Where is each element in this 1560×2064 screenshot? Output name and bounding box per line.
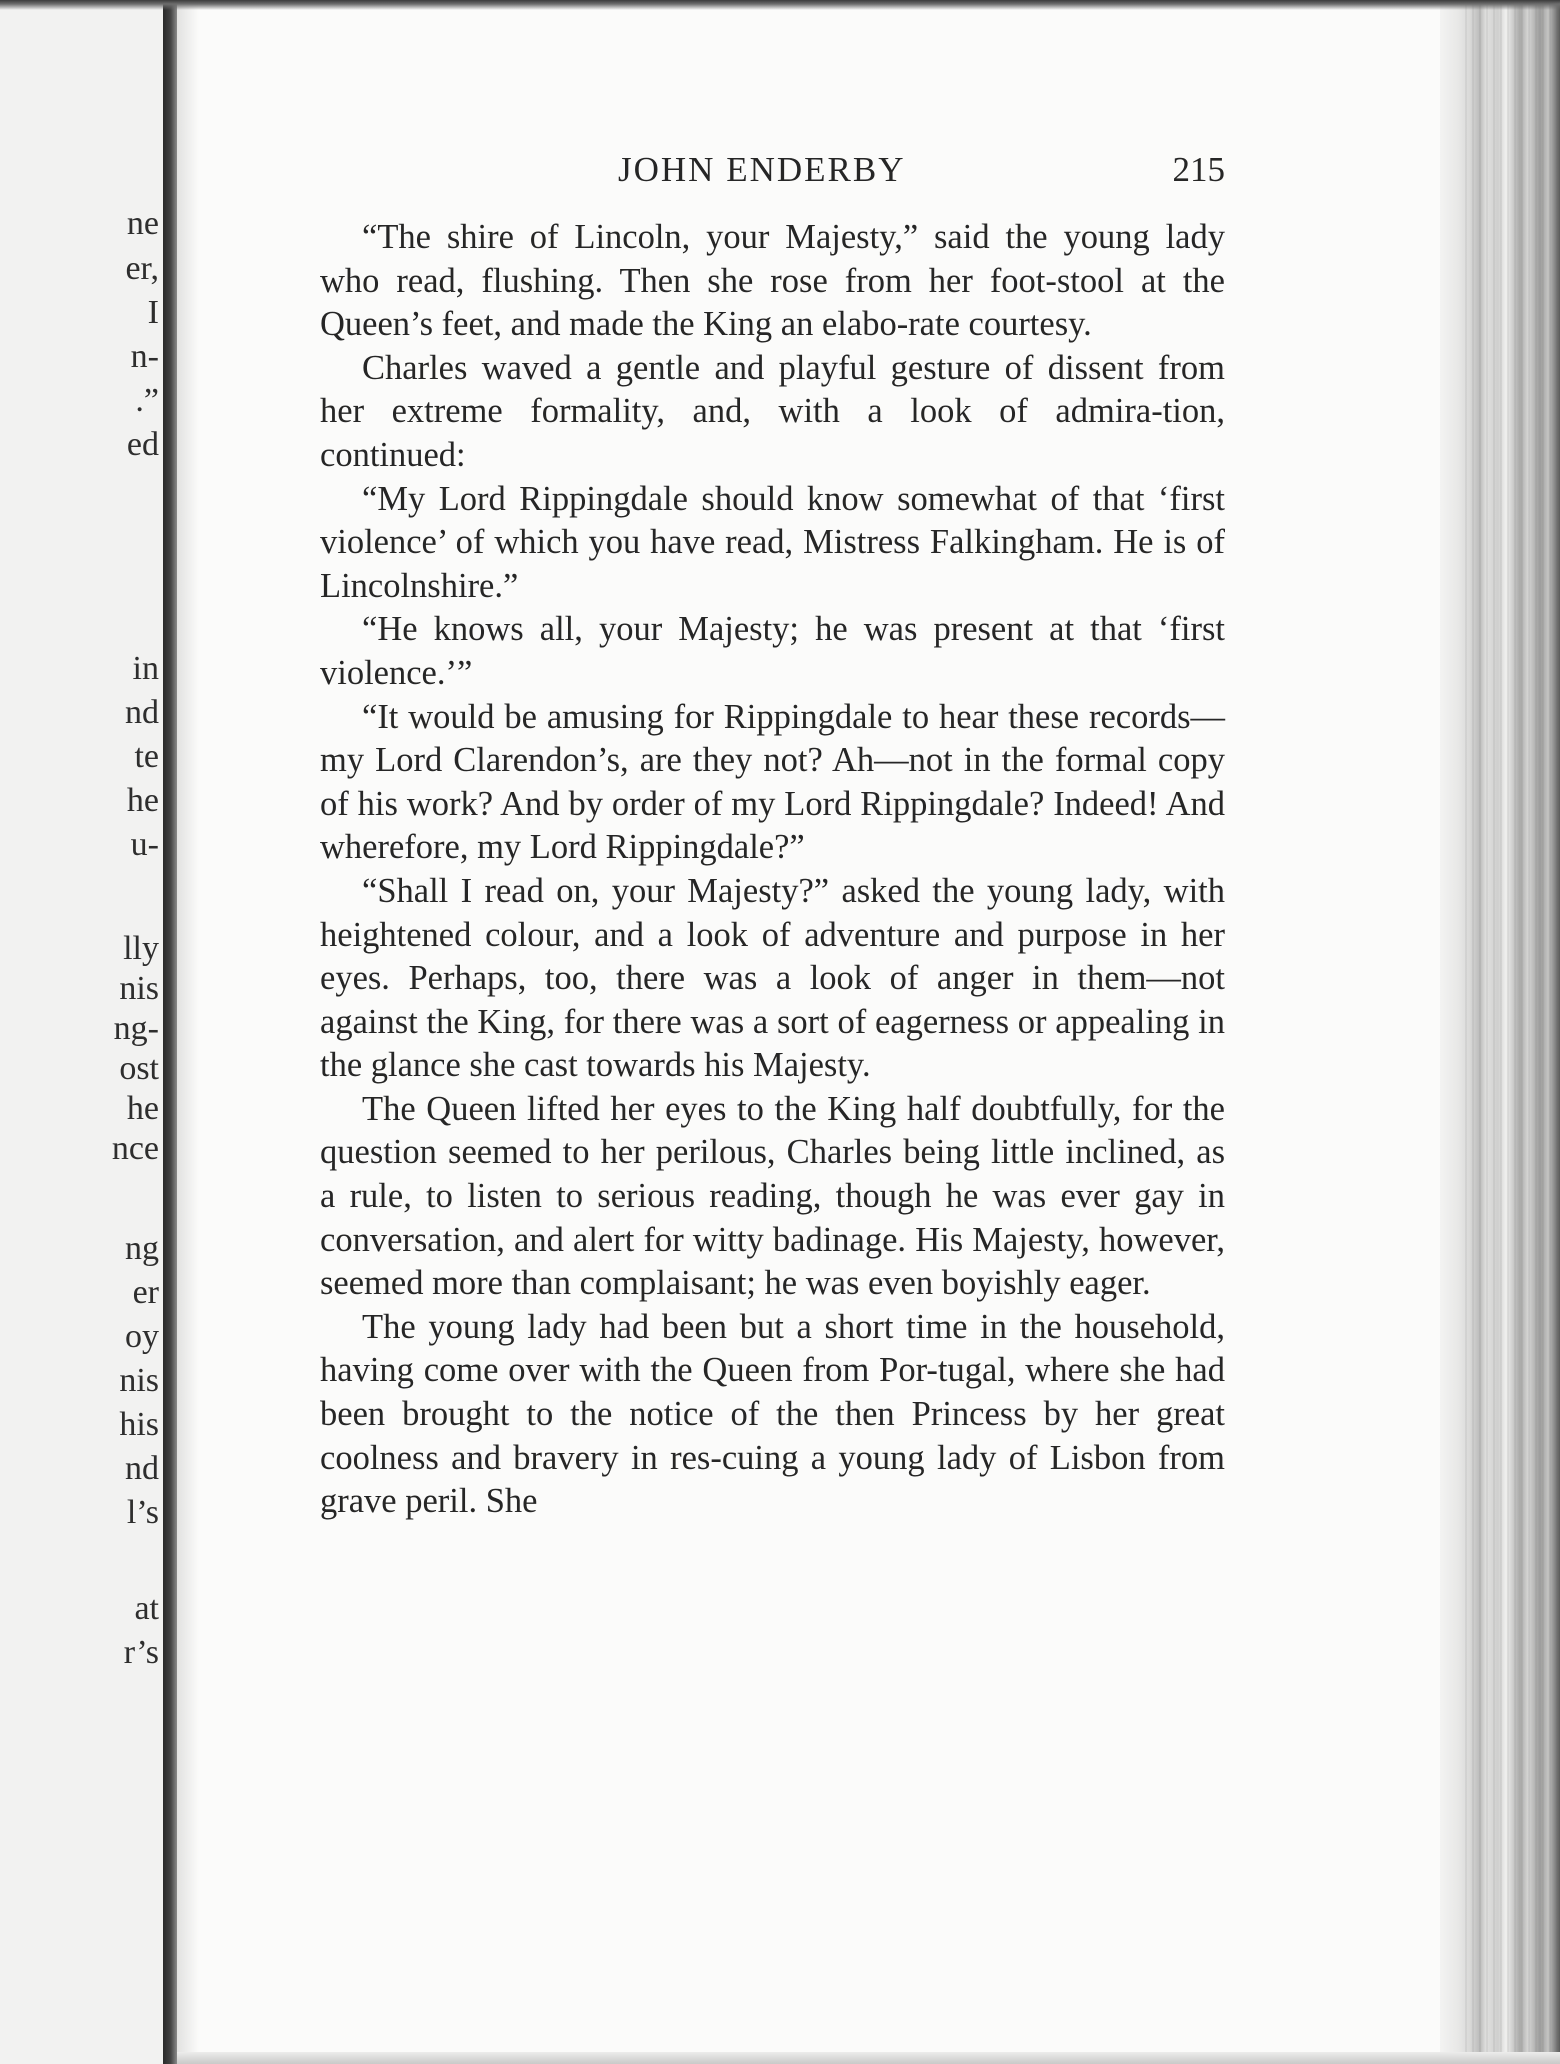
fragment: nis bbox=[119, 970, 159, 1007]
page-edge-lines bbox=[1460, 0, 1560, 2064]
paragraph: “He knows all, your Majesty; he was present at that ‘first violence.’” bbox=[320, 610, 1225, 692]
gutter-shadow bbox=[177, 0, 199, 2064]
fragment: nis bbox=[119, 1362, 159, 1399]
running-head bbox=[320, 140, 1225, 196]
fragment: n- bbox=[130, 338, 159, 375]
fragment: .” bbox=[135, 382, 159, 419]
fragment: l’s bbox=[126, 1494, 159, 1531]
fragment: I bbox=[147, 294, 159, 331]
fragment: er bbox=[132, 1274, 159, 1311]
previous-page-sliver bbox=[0, 0, 163, 2064]
paragraph: “Shall I read on, your Majesty?” asked the young lady, with heightened colour, and a look of adventure and purpose in her eyes. Perhaps, too, there was a look of anger in them—not against the King, for there was a sort of eagerness or appealing in the glance she cast towards his Majesty. bbox=[320, 871, 1225, 1085]
running-title: JOHN ENDERBY bbox=[618, 150, 906, 189]
fragment: ne bbox=[126, 205, 159, 242]
fragment: his bbox=[119, 1406, 159, 1443]
fragment: r’s bbox=[123, 1634, 159, 1671]
fragment: ed bbox=[126, 426, 159, 463]
fragment: nd bbox=[125, 694, 159, 731]
fragment: ng- bbox=[113, 1010, 159, 1047]
book-spine-gutter bbox=[163, 0, 177, 2064]
fragment: in bbox=[132, 650, 159, 687]
fragment: te bbox=[134, 738, 159, 775]
text-page bbox=[320, 140, 1225, 1524]
bottom-page-edge bbox=[177, 2052, 1560, 2064]
top-edge-shadow bbox=[0, 0, 1560, 10]
paragraph: “The shire of Lincoln, your Majesty,” said the young lady who read, flushing. Then she rose from her foot-stool at the Queen’s feet, and made the King an elabo-rate courtesy. bbox=[320, 218, 1225, 344]
paragraph: The young lady had been but a short time in the household, having come over with the Queen from Por-tugal, where she had been brought to the notice of the then Princess by her great coolness and bravery in res-cuing a young lady of Lisbon from grave peril. She bbox=[320, 1307, 1225, 1521]
paragraph: “My Lord Rippingdale should know somewhat of that ‘first violence’ of which you have read, Mistress Falkingham. He is of Lincolnshire.” bbox=[320, 479, 1225, 605]
fragment: er, bbox=[125, 250, 159, 287]
fragment: oy bbox=[125, 1318, 159, 1355]
paragraph: The Queen lifted her eyes to the King half doubtfully, for the question seemed to her perilous, Charles being little inclined, as a rule, to listen to serious reading, though he was ever gay in conversation, and alert for witty badinage. His Majesty, however, seemed more than complaisant; he was even boyishly eager. bbox=[320, 1089, 1225, 1303]
paragraph: “It would be amusing for Rippingdale to hear these records—my Lord Clarendon’s, are they not? Ah—not in the formal copy of his work? And by order of my Lord Rippingdale? Indeed! And wherefore, my Lord Rippingdale?” bbox=[320, 697, 1225, 867]
fragment: at bbox=[134, 1590, 159, 1627]
fragment: nd bbox=[125, 1450, 159, 1487]
fragment: he bbox=[126, 782, 159, 819]
fragment: ost bbox=[119, 1050, 159, 1087]
fragment: he bbox=[126, 1090, 159, 1127]
fragment: nce bbox=[111, 1130, 159, 1167]
page-number: 215 bbox=[1172, 150, 1225, 189]
fragment: u- bbox=[130, 826, 159, 863]
fragment: ng bbox=[125, 1230, 159, 1267]
paragraph: Charles waved a gentle and playful gesture of dissent from her extreme formality, and, with a look of admira-tion, continued: bbox=[320, 348, 1225, 474]
fragment: lly bbox=[123, 930, 159, 967]
